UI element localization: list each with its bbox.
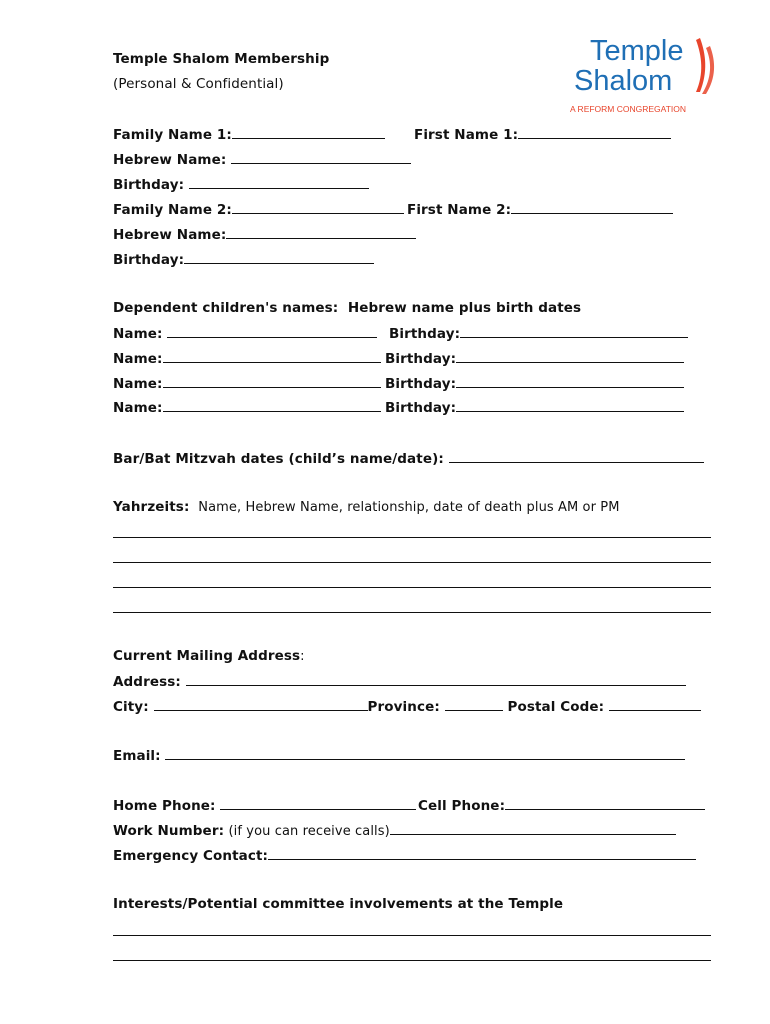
family-name-2-label: Family Name 2: xyxy=(113,202,232,218)
email-row xyxy=(113,746,685,765)
postal-code-label: Postal Code: xyxy=(507,699,605,715)
child-name-field[interactable] xyxy=(163,374,381,388)
yahrzeit-line[interactable] xyxy=(113,562,711,563)
first-name-1-row xyxy=(414,125,671,144)
child-birthday-field[interactable] xyxy=(456,398,684,412)
family-name-2-field[interactable] xyxy=(232,200,404,214)
child-birthday-label: Birthday: xyxy=(389,326,461,342)
hebrew-name-1-label: Hebrew Name: xyxy=(113,152,227,168)
hebrew-name-2-row xyxy=(113,225,416,244)
family-name-1-label: Family Name 1: xyxy=(113,127,232,143)
logo-line2: Shalom xyxy=(574,65,673,97)
first-name-1-label: First Name 1: xyxy=(414,127,519,143)
child-row-3 xyxy=(113,374,381,393)
child-row-1 xyxy=(113,324,377,343)
yahrzeit-line[interactable] xyxy=(113,612,711,613)
logo-line1: Temple xyxy=(590,35,684,67)
home-phone-field[interactable] xyxy=(220,796,416,810)
first-name-2-field[interactable] xyxy=(511,200,673,214)
work-number-label: Work Number: xyxy=(113,823,225,839)
first-name-2-row xyxy=(407,200,673,219)
address-heading: Current Mailing Address xyxy=(113,648,301,664)
emergency-row xyxy=(113,846,696,865)
child-birthday-label: Birthday: xyxy=(385,400,457,416)
address-row xyxy=(113,672,686,691)
child-birthday-field[interactable] xyxy=(460,324,688,338)
home-phone-row xyxy=(113,796,416,815)
child-name-label: Name: xyxy=(113,376,163,392)
city-label: City: xyxy=(113,699,149,715)
address-heading-row: Current Mailing Address: xyxy=(113,648,305,664)
hebrew-name-2-field[interactable] xyxy=(226,225,416,239)
child-name-label: Name: xyxy=(113,400,163,416)
child-birthday-4 xyxy=(385,398,684,417)
interests-label: Interests/Potential committee involvements at the Temple xyxy=(113,896,564,912)
work-number-field[interactable] xyxy=(390,821,676,835)
family-name-2-row xyxy=(113,200,404,219)
child-name-field[interactable] xyxy=(163,398,381,412)
first-name-1-field[interactable] xyxy=(518,125,671,139)
hebrew-name-1-row xyxy=(113,150,411,169)
cell-phone-label: Cell Phone: xyxy=(418,798,506,814)
yahrzeit-line[interactable] xyxy=(113,537,711,538)
child-name-label: Name: xyxy=(113,351,163,367)
mitzvah-field[interactable] xyxy=(449,449,704,463)
yahrzeits-label: Yahrzeits: xyxy=(113,499,190,515)
work-number-row xyxy=(113,821,676,841)
logo-tagline: A REFORM CONGREGATION xyxy=(570,104,687,114)
child-name-field[interactable] xyxy=(163,349,381,363)
interests-line[interactable] xyxy=(113,935,711,936)
birthday-1-label: Birthday: xyxy=(113,177,185,193)
birthday-2-label: Birthday: xyxy=(113,252,185,268)
email-label: Email: xyxy=(113,748,161,764)
children-heading: Dependent children's names: Hebrew name plus birth dates xyxy=(113,300,582,316)
temple-shalom-logo xyxy=(560,34,730,118)
flame-icon xyxy=(696,38,705,92)
child-row-4 xyxy=(113,398,381,417)
birthday-2-field[interactable] xyxy=(184,250,374,264)
city-row xyxy=(113,697,701,716)
city-field[interactable] xyxy=(154,697,368,711)
interests-line[interactable] xyxy=(113,960,711,961)
cell-phone-field[interactable] xyxy=(505,796,705,810)
child-birthday-field[interactable] xyxy=(456,349,684,363)
hebrew-name-1-field[interactable] xyxy=(231,150,411,164)
email-field[interactable] xyxy=(165,746,685,760)
birthday-1-field[interactable] xyxy=(189,175,369,189)
child-birthday-label: Birthday: xyxy=(385,376,457,392)
home-phone-label: Home Phone: xyxy=(113,798,216,814)
yahrzeits-note: Name, Hebrew Name, relationship, date of death plus AM or PM xyxy=(198,500,620,515)
form-title: Temple Shalom Membership xyxy=(113,51,330,67)
child-birthday-3 xyxy=(385,374,684,393)
emergency-contact-label: Emergency Contact: xyxy=(113,848,269,864)
province-label: Province: xyxy=(367,699,440,715)
child-row-2 xyxy=(113,349,381,368)
family-name-1-row xyxy=(113,125,385,144)
form-subtitle: (Personal & Confidential) xyxy=(113,76,284,92)
postal-code-field[interactable] xyxy=(609,697,701,711)
child-name-label: Name: xyxy=(113,326,163,342)
emergency-contact-field[interactable] xyxy=(268,846,696,860)
child-birthday-field[interactable] xyxy=(456,374,684,388)
province-field[interactable] xyxy=(445,697,503,711)
mitzvah-row xyxy=(113,449,704,468)
child-birthday-2 xyxy=(385,349,684,368)
yahrzeit-line[interactable] xyxy=(113,587,711,588)
work-number-note: (if you can receive calls) xyxy=(228,824,390,839)
family-name-1-field[interactable] xyxy=(232,125,385,139)
cell-phone-row xyxy=(418,796,705,815)
child-name-field[interactable] xyxy=(167,324,377,338)
yahrzeits-row xyxy=(113,498,620,517)
birthday-1-row xyxy=(113,175,369,194)
address-label: Address: xyxy=(113,674,181,690)
birthday-2-row xyxy=(113,250,374,269)
address-field[interactable] xyxy=(186,672,686,686)
child-birthday-1 xyxy=(389,324,688,343)
mitzvah-label: Bar/Bat Mitzvah dates (child’s name/date): xyxy=(113,451,444,467)
first-name-2-label: First Name 2: xyxy=(407,202,512,218)
child-birthday-label: Birthday: xyxy=(385,351,457,367)
hebrew-name-2-label: Hebrew Name: xyxy=(113,227,227,243)
